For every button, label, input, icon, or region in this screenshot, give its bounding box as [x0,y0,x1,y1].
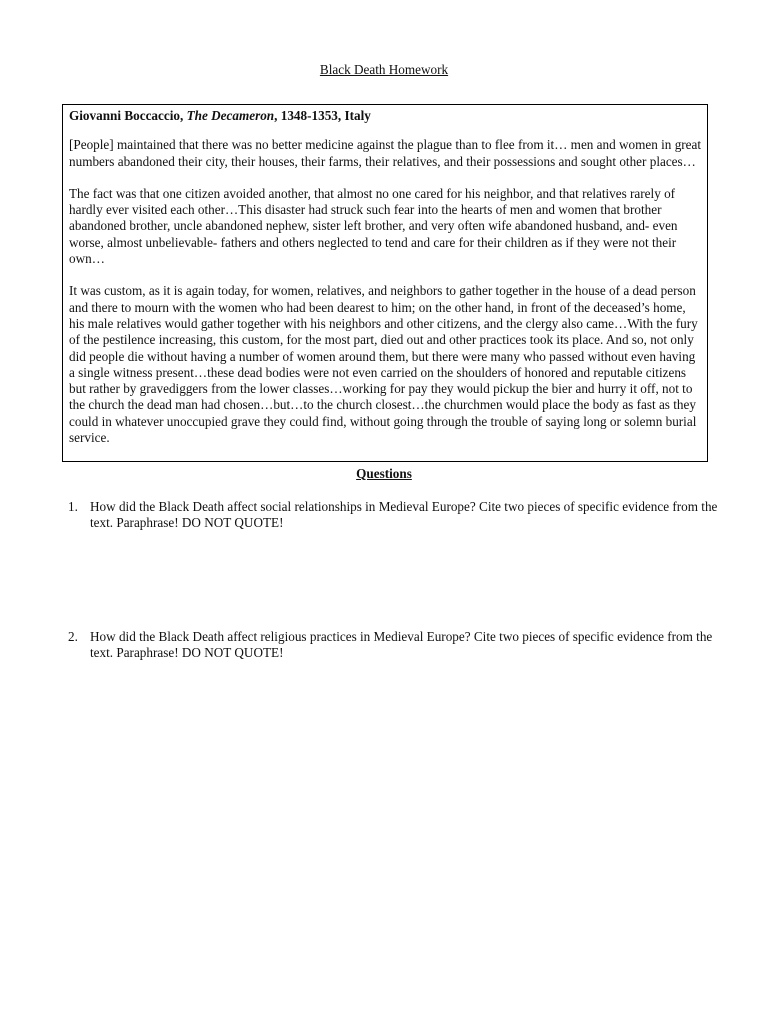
source-paragraph-1: [People] maintained that there was no better medicine against the plague than to flee from it… men and women in great numbers abandoned their city, their houses, their farms, their relatives, and their possessions and sought other places… [69,137,702,169]
primary-source-box [62,104,708,462]
question-text: How did the Black Death affect religious practices in Medieval Europe? Cite two pieces of specific evidence from the text. Paraphrase! DO NOT QUOTE! [90,629,713,661]
page-title: Black Death Homework [319,62,449,77]
source-paragraph-2: The fact was that one citizen avoided another, that almost no one cared for his neighbor, and that relatives rarely of hardly ever visited each other…This disaster had struck such fear into the hearts of men and women that brother abandoned brother, uncle abandoned nephew, sister left brother, and very often wife abandoned husband, and- even worse, almost unbelievable- fathers and others neglected to tend and care for their children as if they were not their own… [69,185,678,267]
question-text: How did the Black Death affect social relationships in Medieval Europe? Cite two pieces of specific evidence from the text. Paraphrase! DO NOT QUOTE! [90,499,718,531]
question-number: 1. [68,499,78,514]
source-author: Giovanni Boccaccio, [69,108,184,123]
source-citation [69,108,703,124]
question-2 [68,629,730,662]
question-1 [68,499,730,532]
source-work-title: The Decameron [186,108,275,123]
question-number: 2. [68,629,78,644]
questions-heading: Questions [356,466,412,481]
source-details: , 1348-1353, Italy [274,108,371,123]
source-paragraph-3: It was custom, as it is again today, for women, relatives, and neighbors to gather together in the house of a dead person and there to mourn with the women who had been dearest to him; on the other hand, in front of the deceased’s home, his male relatives would gather together with his neighbors and other citizens, and the clergy also came…With the fury of the pestilence increasing, this custom, for the most part, died out and other practices took its place. And so, not only did people die without having a number of women around them, but there were many who passed without even having a single witness present…these dead bodies were not even carried on the shoulders of honored and reputable citizens but rather by gravediggers from the lower classes…working for pay they would pickup the bier and hurry it off, not to the church the dead man had chosen…but…to the church closest…the churchmen would place the body as fast as they could in whatever unoccupied grave they could find, without going through the trouble of saying long or solemn burial service. [69,283,698,446]
